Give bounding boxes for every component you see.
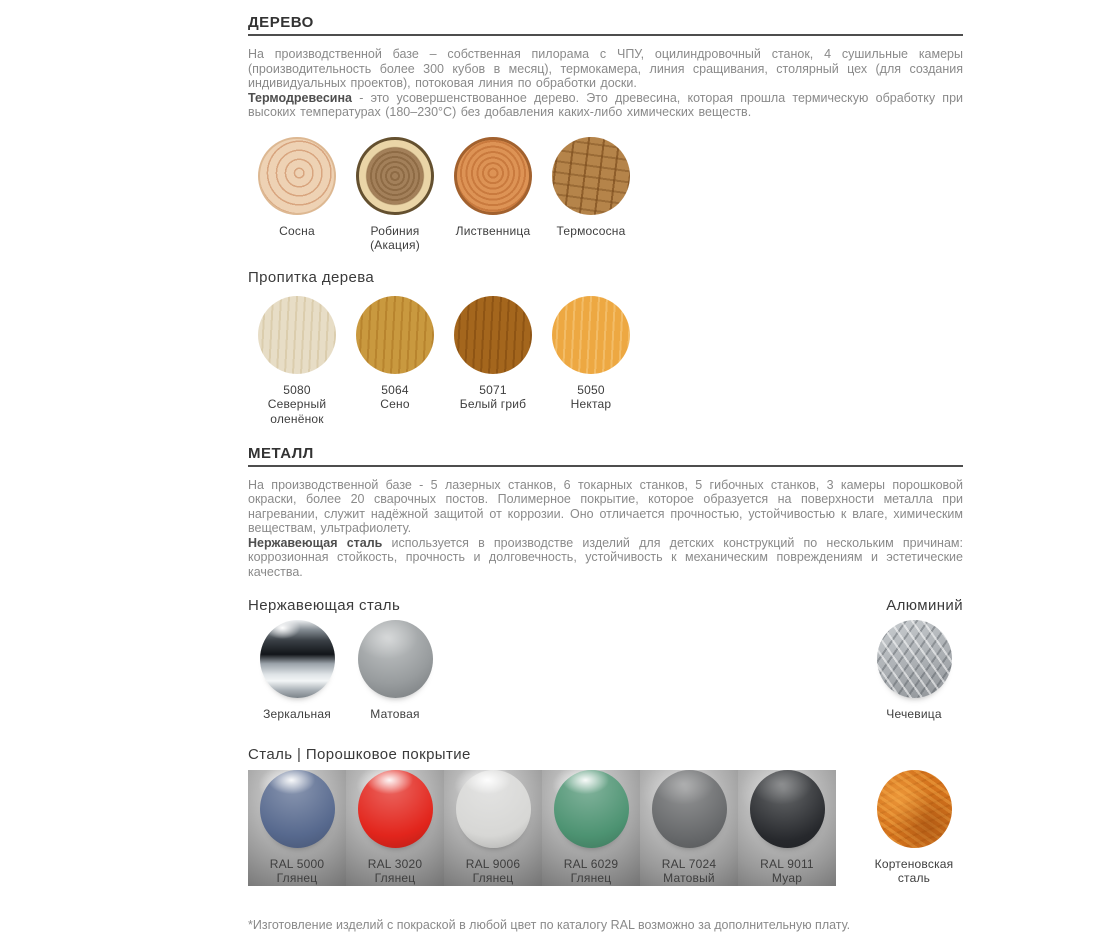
stainless-finish-label: Матовая [370,707,420,722]
wood-paragraph-production: На производственной базе – собственная пилорама с ЧПУ, оцилиндровочный станок, 4 сушильные камеры (производительность более 300 кубов в месяц), термокамера, линия сращивания, столярный цех (для создания индивидуальных проектов), потоковая линия по обработки доски. [248,47,963,90]
stainless-swatch [248,620,346,722]
aluminum-samples [865,620,963,722]
wood-species-swatch [444,137,542,239]
impregnation-code: 5080 [283,382,311,397]
wood-sample-image [552,137,630,215]
ral-footnote: *Изготовление изделий с покраской в любой цвет по каталогу RAL возможно за дополнительную плату. [248,918,851,932]
powder-color-code: Кортеновская сталь [874,856,954,886]
impregnation-name: Белый гриб [459,397,527,412]
impregnation-swatch [542,296,640,412]
wood-species-label: Термососна [556,223,626,238]
powder-color-code: RAL 6029 [563,856,619,871]
impregnation-code: 5064 [381,382,409,397]
stainless-swatch [346,620,444,722]
metal-paragraph-production: На производственной базе - 5 лазерных станков, 6 токарных станков, 5 гибочных станков, 3 камеры порошковой окраски, более 20 сварочных постов. Полимерное покрытие, которое образуется на поверхности металла при нагревании, служит надёжной защитой от коррозии. Оно отличается прочностью, устойчивостью к влаге, химическим веществам, ультрафиолету. [248,477,963,536]
powder-color-code: RAL 9011 [760,856,814,871]
steel-headings-row [248,597,963,614]
stainless-steel-title: Нержавеющая сталь [248,597,401,615]
powder-color-swatch [444,770,542,886]
impregnation-name: Северный оленёнок [267,397,327,426]
powder-color-sample-image [652,770,727,848]
powder-color-code: RAL 9006 [465,856,521,871]
impregnation-name: Сено [380,397,410,412]
section-divider [248,465,963,467]
aluminum-swatch [865,620,963,722]
steel-samples-row [248,620,963,722]
wood-paragraph-thermowood [248,91,963,120]
materials-catalog-page [248,0,963,932]
aluminum-sample-image [877,620,952,698]
powder-color-code: RAL 5000 [269,856,325,871]
aluminum-title: Алюминий [886,597,963,615]
wood-species-swatch [248,137,346,239]
stainless-definition: используется в производстве изделий для детских конструкций по нескольким причинам: коррозионная стойкость, прочность и долговечность, устойчивость к механическим повреждениям и эстетические качества. [248,535,963,579]
wood-species-label: Сосна [279,223,315,238]
wood-species-swatch [346,137,444,253]
powder-color-sample-image [877,770,952,848]
impregnation-sample-image [454,296,532,374]
powder-color-code: RAL 7024 [661,856,717,871]
metal-section-title: МЕТАЛЛ [248,444,314,462]
powder-color-finish: Матовый [663,871,715,886]
impregnation-name: Нектар [570,397,612,412]
impregnation-row [248,296,963,427]
powder-color-swatch [542,770,640,886]
impregnation-code: 5071 [479,382,507,397]
metal-paragraph-stainless [248,536,963,580]
wood-sample-image [356,137,434,215]
powder-coating-row [248,770,963,886]
powder-color-sample-image [260,770,335,848]
stainless-samples [248,620,444,722]
powder-color-finish: Глянец [276,871,318,886]
impregnation-swatch [444,296,542,412]
powder-color-sample-image [358,770,433,848]
thermowood-term: Термодревесина [248,90,352,105]
wood-sample-image [454,137,532,215]
stainless-term: Нержавеющая сталь [248,535,383,550]
powder-color-sample-image [456,770,531,848]
wood-species-row [248,137,963,253]
impregnation-swatch [248,296,346,427]
aluminum-finish-label: Чечевица [886,707,942,722]
impregnation-title: Пропитка дерева [248,268,375,286]
impregnation-sample-image [356,296,434,374]
powder-color-swatch [248,770,346,886]
powder-color-swatch [640,770,738,886]
wood-section [248,14,963,427]
stainless-finish-label: Зеркальная [263,707,331,722]
impregnation-code: 5050 [577,382,605,397]
section-divider [248,34,963,36]
powder-color-swatch [865,770,963,886]
metal-section [248,445,963,932]
powder-color-finish: Муар [771,871,803,886]
powder-color-code: RAL 3020 [367,856,423,871]
wood-sample-image [258,137,336,215]
impregnation-swatch [346,296,444,412]
powder-coating-title: Сталь | Порошковое покрытие [248,745,471,763]
wood-species-label: Робиния (Акация) [370,223,420,253]
impregnation-sample-image [258,296,336,374]
stainless-sample-image [358,620,433,698]
thermowood-definition: - это усовершенствованное дерево. Это древесина, которая прошла термическую обработку при высоких температурах (180–230°С) без добавления каких-либо химических веществ. [248,90,963,119]
powder-color-finish: Глянец [570,871,612,886]
powder-color-sample-image [750,770,825,848]
wood-section-title: ДЕРЕВО [248,14,314,31]
powder-color-swatch [738,770,836,886]
wood-species-swatch [542,137,640,239]
wood-species-label: Лиственница [455,223,531,238]
powder-color-sample-image [554,770,629,848]
impregnation-sample-image [552,296,630,374]
powder-color-finish: Глянец [472,871,514,886]
stainless-sample-image [260,620,335,698]
powder-color-finish: Глянец [374,871,416,886]
powder-color-swatch [346,770,444,886]
